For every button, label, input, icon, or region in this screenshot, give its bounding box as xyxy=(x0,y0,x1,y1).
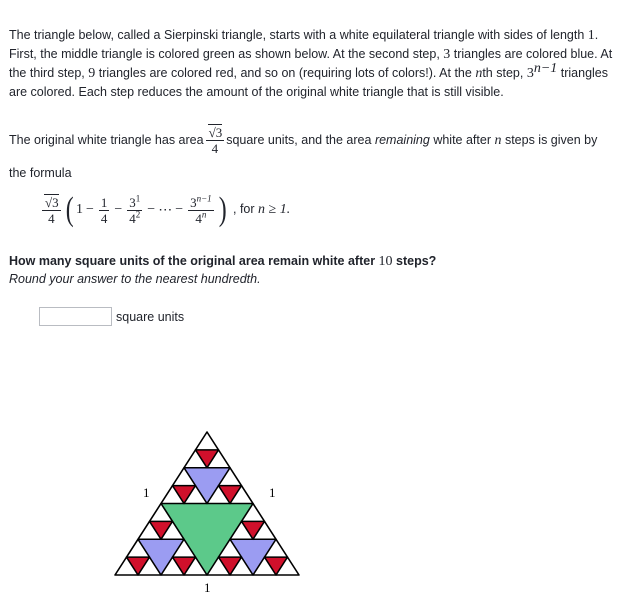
left-side-label: 1 xyxy=(143,485,150,500)
bottom-side-label: 1 xyxy=(204,580,211,595)
right-side-label: 1 xyxy=(269,485,276,500)
intro-paragraph: The triangle below, called a Sierpinski triangle, starts with a white equilateral triangle with sides of length 1. First, the middle triangle is colored green as shown below. At the second step, 3 triangles are colored blue. At the third step, 9 triangles are colored red, and so on (requiring lots of colors!). At the nth step, $3^{n-1}$ triangles are colored. Each step reduces the amount of the original white triangle that is still visible. xyxy=(9,28,613,99)
sierpinski-triangle-figure xyxy=(105,415,315,595)
answer-unit-label: square units xyxy=(116,310,185,324)
area-fraction: $\frac{√3}{4}$ xyxy=(206,126,225,155)
rounding-instruction: Round your answer to the nearest hundredth. xyxy=(9,272,261,286)
remaining-area-formula: $\frac{√3}{4}$ ( 1 − $\frac{1}{4}$ − $\frac{3^1}{4^2}$ − ⋯ − $\frac{3^{n-1}}{4^n}$ ) , for n ≥ 1. xyxy=(40,190,290,230)
sierpinski-triangles xyxy=(115,432,299,575)
answer-input[interactable] xyxy=(39,307,112,326)
area-paragraph: The original white triangle has area $\frac{√3}{4}$ square units, and the area remaining white after n steps is given by the formula xyxy=(9,125,598,180)
question-text: How many square units of the original area remain white after 10 steps? xyxy=(9,254,437,269)
